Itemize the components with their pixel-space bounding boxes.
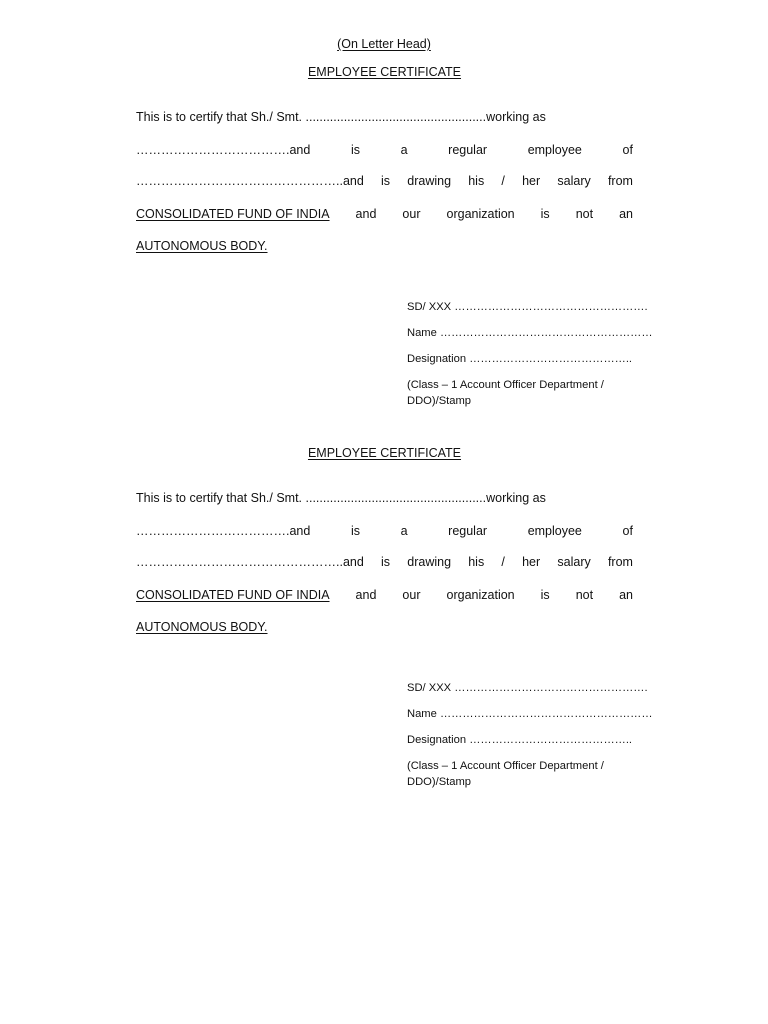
word: / — [501, 174, 505, 188]
word: is — [381, 174, 391, 188]
word: is — [540, 207, 550, 221]
certificate-line-4 — [136, 207, 633, 221]
word: our — [402, 207, 421, 221]
sd-line: SD/ XXX ……………………………………………. — [407, 682, 648, 694]
word: not — [575, 207, 594, 221]
word: a — [400, 143, 408, 157]
word: / — [501, 555, 505, 569]
word: salary — [557, 174, 591, 188]
certificate-line-1 — [136, 110, 633, 124]
letterhead-label: (On Letter Head) — [337, 37, 431, 51]
word: organization — [446, 207, 515, 221]
word: regular — [448, 524, 488, 538]
certificate-line-1 — [136, 491, 633, 505]
certificate-title: EMPLOYEE CERTIFICATE — [307, 446, 462, 460]
word: from — [607, 174, 633, 188]
certificate-line-5 — [136, 239, 633, 253]
word: is — [381, 555, 391, 569]
word: a — [400, 524, 408, 538]
autonomous-body-label: AUTONOMOUS BODY. — [136, 239, 268, 253]
word: is — [540, 588, 550, 602]
line-text: This is to certify that Sh./ Smt. ....................................................working as — [136, 110, 546, 124]
name-line: Name ………………………………………………… — [407, 327, 653, 339]
word: ……………………………….and — [136, 143, 311, 157]
certificate-line-3 — [136, 555, 633, 569]
name-line: Name ………………………………………………… — [407, 708, 653, 720]
word: of — [622, 524, 633, 538]
word: salary — [557, 555, 591, 569]
word: his — [468, 555, 485, 569]
word: is — [350, 524, 360, 538]
word: drawing — [407, 555, 452, 569]
word: and — [355, 588, 377, 602]
designation-line: Designation …………………………………….. — [407, 734, 633, 746]
class-stamp-line: (Class – 1 Account Officer Department / DDO)/Stamp — [407, 379, 604, 407]
word: not — [575, 588, 594, 602]
class-stamp-line: (Class – 1 Account Officer Department / DDO)/Stamp — [407, 760, 604, 788]
autonomous-body-label: AUTONOMOUS BODY. — [136, 620, 268, 634]
word: regular — [448, 143, 488, 157]
consolidated-fund-label: CONSOLIDATED FUND OF INDIA — [136, 588, 330, 602]
word: and — [355, 207, 377, 221]
word: from — [607, 555, 633, 569]
word: drawing — [407, 174, 452, 188]
word: an — [619, 207, 633, 221]
certificate-line-2 — [136, 143, 633, 157]
word: an — [619, 588, 633, 602]
word: …………………………………………..and — [136, 555, 364, 569]
certificate-line-2 — [136, 524, 633, 538]
word: his — [468, 174, 485, 188]
word: employee — [527, 143, 582, 157]
certificate-line-3 — [136, 174, 633, 188]
certificate-title: EMPLOYEE CERTIFICATE — [307, 65, 462, 79]
sd-line: SD/ XXX ……………………………………………. — [407, 301, 648, 313]
word: employee — [527, 524, 582, 538]
consolidated-fund-label: CONSOLIDATED FUND OF INDIA — [136, 207, 330, 221]
word: …………………………………………..and — [136, 174, 364, 188]
word: is — [350, 143, 360, 157]
certificate-line-5 — [136, 620, 633, 634]
word: her — [522, 555, 541, 569]
word: her — [522, 174, 541, 188]
certificate-line-4 — [136, 588, 633, 602]
designation-line: Designation …………………………………….. — [407, 353, 633, 365]
line-text: This is to certify that Sh./ Smt. ....................................................working as — [136, 491, 546, 505]
word: of — [622, 143, 633, 157]
word: ……………………………….and — [136, 524, 311, 538]
word: organization — [446, 588, 515, 602]
word: our — [402, 588, 421, 602]
